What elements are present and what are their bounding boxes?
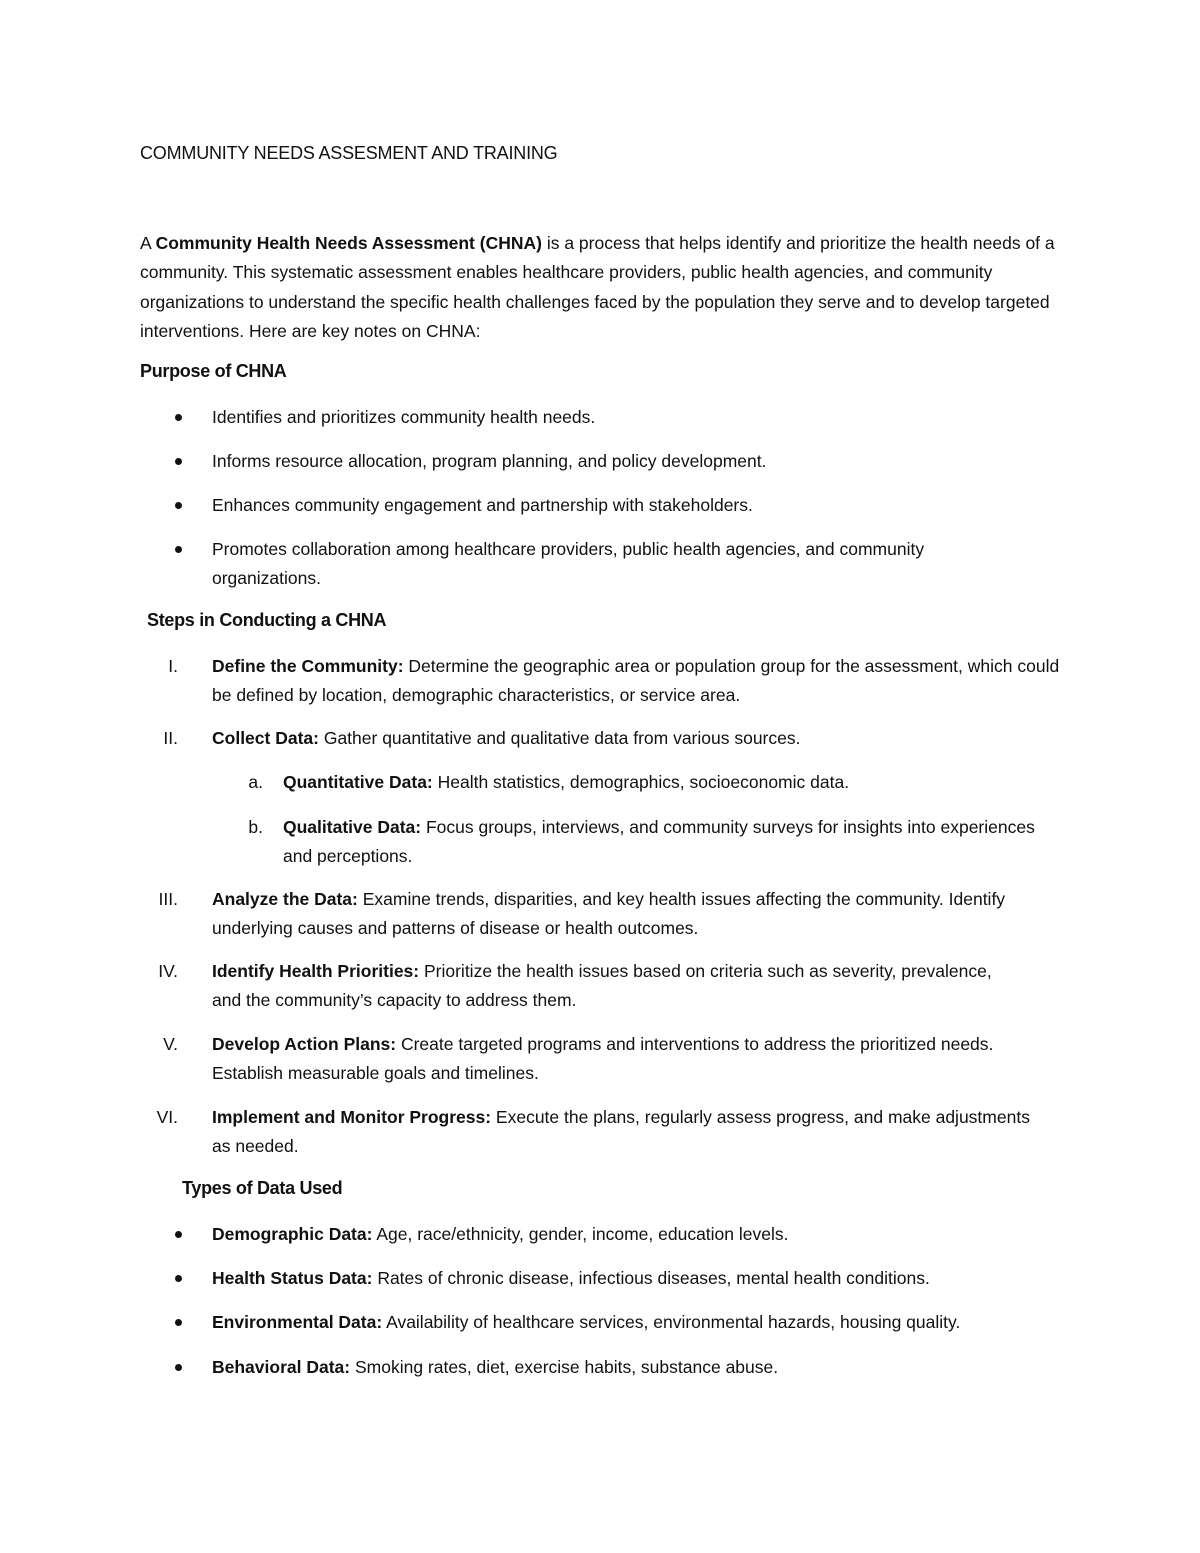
bullet-icon [175,414,182,421]
step-marker: IV. [158,961,178,981]
step-term: Define the Community: [212,656,404,676]
step-term: Collect Data: [212,728,319,748]
step-term: Develop Action Plans: [212,1034,397,1054]
step-item [212,724,1092,753]
data-type-text: Age, race/ethnicity, gender, income, education levels. [372,1224,789,1244]
bullet-icon [175,502,182,509]
substep-text: Health statistics, demographics, socioeconomic data. [432,772,850,792]
bullet-icon [175,1364,182,1371]
step-text: Determine the geographic area or population group for the assessment, which could be defined by location, demographic characteristics, or service area. [212,656,1060,705]
substep-term: Quantitative Data: [283,772,433,792]
step-term: Implement and Monitor Progress: [212,1107,492,1127]
data-type-item [212,1220,1092,1249]
purpose-item: Informs resource allocation, program planning, and policy development. [212,451,767,471]
data-type-term: Behavioral Data: [212,1357,351,1377]
step-marker: VI. [156,1107,178,1127]
step-item [212,652,1072,709]
step-item [212,957,1012,1014]
substep-item [283,768,1063,797]
step-text: Create targeted programs and interventions to address the prioritized needs. Establish measurable goals and timelines. [212,1034,994,1083]
substep-term: Qualitative Data: [283,817,422,837]
step-term: Analyze the Data: [212,889,358,909]
intro-paragraph [140,229,1070,346]
substep-marker: a. [248,772,263,792]
substep-item [283,813,1043,870]
purpose-item: Enhances community engagement and partnership with stakeholders. [212,495,753,515]
bullet-icon [175,546,182,553]
step-text: Examine trends, disparities, and key health issues affecting the community. Identify underlying causes and patterns of disease or health outcomes. [212,889,1006,938]
data-type-text: Smoking rates, diet, exercise habits, substance abuse. [350,1357,779,1377]
data-type-item [212,1264,1092,1293]
intro-term: Community Health Needs Assessment (CHNA) [155,233,542,253]
data-type-text: Availability of healthcare services, environmental hazards, housing quality. [382,1312,961,1332]
step-text: Prioritize the health issues based on criteria such as severity, prevalence, and the community’s capacity to address them. [212,961,992,1010]
step-item [212,1030,1052,1087]
step-marker: V. [163,1034,178,1054]
bullet-icon [175,1231,182,1238]
substep-marker: b. [248,817,263,837]
substep-text: Focus groups, interviews, and community surveys for insights into experiences and perceptions. [283,817,1035,866]
purpose-heading: Purpose of CHNA [140,361,287,381]
intro-prefix: A [140,233,156,253]
bullet-icon [175,1275,182,1282]
data-type-term: Environmental Data: [212,1312,383,1332]
bullet-icon [175,458,182,465]
data-type-item [212,1308,1112,1337]
purpose-item: Identifies and prioritizes community health needs. [212,407,596,427]
bullet-icon [175,1319,182,1326]
step-text: Execute the plans, regularly assess progress, and make adjustments as needed. [212,1107,1030,1156]
data-type-item [212,1353,1092,1382]
data-type-term: Health Status Data: [212,1268,373,1288]
steps-heading: Steps in Conducting a CHNA [147,610,387,630]
data-type-text: Rates of chronic disease, infectious diseases, mental health conditions. [372,1268,930,1288]
step-text: Gather quantitative and qualitative data from various sources. [318,728,801,748]
step-item [212,885,1052,942]
step-marker: II. [163,728,178,748]
data-type-term: Demographic Data: [212,1224,373,1244]
step-item [212,1103,1032,1160]
intro-text: is a process that helps identify and prioritize the health needs of a community. This systematic assessment enables healthcare providers, public health agencies, and community organizations to understand the specific health challenges faced by the population they serve and to develop targeted interventions. Here are key notes on CHNA: [140,233,1055,341]
step-term: Identify Health Priorities: [212,961,420,981]
step-marker: I. [168,656,178,676]
purpose-item: Promotes collaboration among healthcare providers, public health agencies, and community organizations. [212,539,925,588]
document-title: COMMUNITY NEEDS ASSESMENT AND TRAINING [140,143,558,163]
data-types-heading: Types of Data Used [182,1178,343,1198]
step-marker: III. [158,889,178,909]
